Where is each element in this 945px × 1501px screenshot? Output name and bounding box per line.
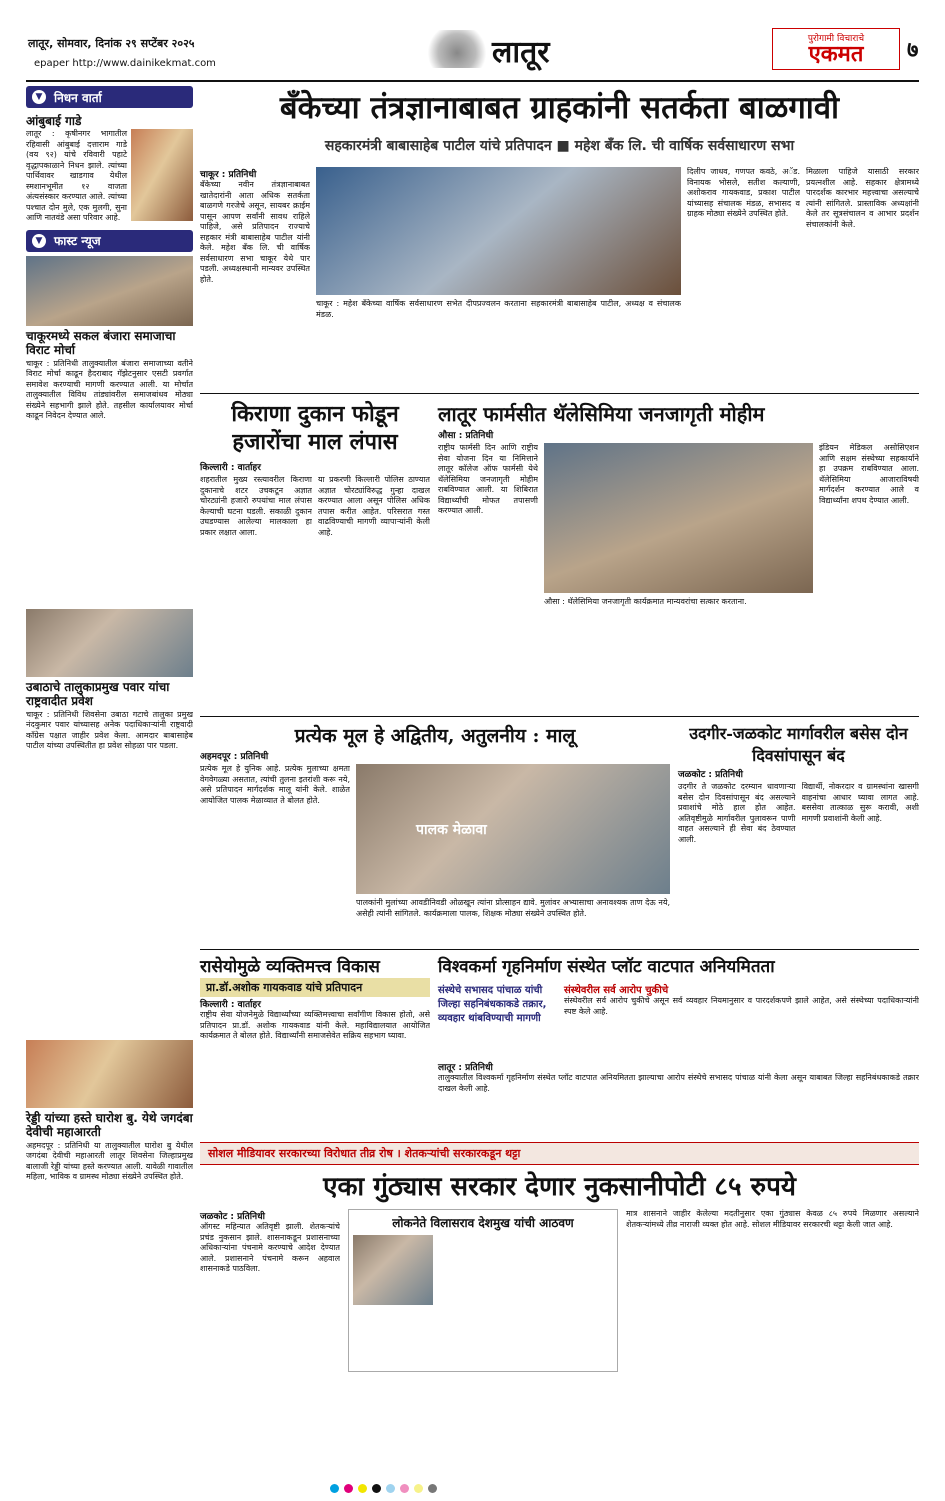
- nss-tagline: प्रा.डॉ.अशोक गायकवाड यांचे प्रतिपादन: [200, 978, 430, 997]
- crop-box-photo: [353, 1235, 433, 1305]
- chevron-down-icon: ▼: [32, 234, 46, 248]
- city-name: लातूर: [492, 35, 550, 70]
- masthead-rule: [26, 80, 919, 82]
- ink-dot: [428, 1484, 437, 1493]
- unique-byline: अहमदपूर : प्रतिनिधी: [200, 752, 269, 762]
- divider: [200, 949, 919, 950]
- story1-photo: [26, 256, 193, 326]
- story2-text: चाकूर : प्रतिनिधी शिवसेना उबाठा गटाचे तालुका प्रमुख नंदकुमार पवार यांच्यासह अनेक पदाधिकाऱ्यांनी राष्ट्रवादी काँग्रेस पक्षात जाहीर प्रवेश केला. आमदार बाबासाहेब पाटील यांच्या उपस्थितीत हा प्रवेश सोहळा पार पडला.: [26, 709, 193, 750]
- obituary-photo: [131, 129, 193, 221]
- lead-col4: मिळाला पाहिजे यासाठी सरकार प्रयत्नशील आहे. सहकार क्षेत्रामध्ये पारदर्शक कारभार महत्त्वाचा असल्याचे त्यांनी सांगितले. प्रास्ताविक अध्यक्षांनी केले तर सूत्रसंचालन व आभार प्रदर्शन संचालकांनी केले.: [806, 167, 919, 229]
- bus-byline: जळकोट : प्रतिनिधी: [678, 770, 743, 780]
- ink-dot: [414, 1484, 423, 1493]
- fast-news-section-bar: [26, 230, 193, 252]
- crop-text1: ऑगस्ट महिन्यात अतिवृष्टी झाली. शेतकऱ्यांचे प्रचंड नुकसान झाले. शासनाकडून प्रशासनाच्या अधिकाऱ्यांना पंचनामे करण्याचे आदेश देण्यात आले. प्रशासनाने पंचनामे करून अहवाल शासनाकडे पाठविला.: [200, 1222, 340, 1273]
- ink-dot: [372, 1484, 381, 1493]
- dateline: लातूर, सोमवार, दिनांक २९ सप्टेंबर २०२५: [28, 37, 195, 50]
- unique-text1: प्रत्येक मूल हे युनिक आहे. प्रत्येक मुलाच्या क्षमता वेगवेगळ्या असतात, त्यांची तुलना इतरांशी करू नये, असे प्रतिपादन मार्गदर्शक मालू यांनी केले. शाळेत आयोजित पालक मेळाव्यात ते बोलत होते.: [200, 764, 350, 805]
- obituary-name: आंबुबाई गाडे: [26, 114, 82, 128]
- story2-photo: [26, 609, 193, 677]
- housing-sub1: संस्थेचे सभासद पांचाळ यांची जिल्हा सहनिबंधकाकडे तक्रार, व्यवहार थांबविण्याची मागणी: [438, 985, 547, 1024]
- pharmacy-byline: औसा : प्रतिनिधी: [438, 431, 494, 441]
- obituary-section-label: निधन वार्ता: [54, 90, 102, 105]
- ink-dot: [386, 1484, 395, 1493]
- ink-dot: [344, 1484, 353, 1493]
- epaper-url[interactable]: epaper http://www.dainikekmat.com: [34, 58, 216, 69]
- bus-text2: विद्यार्थी, नोकरदार व ग्रामस्थांना खासगी वाहनांचा आधार घ्यावा लागत आहे. बससेवा तात्काळ सुरू करावी, अशी मागणी प्रवाशांनी केली आहे.: [801, 782, 919, 823]
- grocery-text2: या प्रकरणी किल्लारी पोलिस ठाण्यात अज्ञात चोरट्यांविरुद्ध गुन्हा दाखल करण्यात आला असून पोलिस अधिक तपास करीत आहेत. परिसरात गस्त वाढविण्याची मागणी व्यापाऱ्यांनी केली आहे.: [318, 475, 430, 537]
- city-logo-art: [422, 30, 492, 68]
- divider: [200, 716, 919, 717]
- obituary-section-bar: [26, 86, 193, 108]
- story2-title: उबाठाचे तालुकाप्रमुख पवार यांचा राष्ट्रवादीत प्रवेश: [26, 679, 170, 708]
- lead-headline: बँकेच्या तंत्रज्ञानाबाबत ग्राहकांनी सतर्कता बाळगावी: [279, 90, 840, 126]
- lead-byline: चाकूर : प्रतिनिधी: [200, 170, 257, 180]
- ink-dot: [330, 1484, 339, 1493]
- brand-logo: [772, 28, 900, 70]
- housing-text1: तालुक्यातील विश्वकर्मा गृहनिर्माण संस्थेत प्लॉट वाटपात अनियमितता झाल्याचा आरोप संस्थेचे सभासद पांचाळ यांनी केला असून याबाबत जिल्हा सहनिबंधकाकडे तक्रार दाखल केली आहे.: [438, 1073, 919, 1093]
- ink-dot: [358, 1484, 367, 1493]
- housing-byline: लातूर : प्रतिनिधी: [438, 1063, 493, 1073]
- pharmacy-text1: राष्ट्रीय फार्मसी दिन आणि राष्ट्रीय सेवा योजना दिन या निमित्ताने लातूर कॉलेज ऑफ फार्मसी येथे थॅलेसिमिया जनजागृती मोहीम राबविण्यात आली. या शिबिरात विद्यार्थ्यांची मोफत तपासणी करण्यात आली.: [438, 443, 538, 515]
- obituary-text: लातूर : कृषीनगर भागातील रहिवासी आंबुबाई दत्ताराम गाडे (वय ९२) यांचे रविवारी पहाटे वृद्धापकाळाने निधन झाले. त्यांच्या पार्थिवावर खाडगाव येथील स्मशानभूमीत १२ वाजता अंत्यसंस्कार करण्यात आले. त्यांच्या पश्चात दोन मुले, एक मुलगी, सुना आणि नातवंडे असा परिवार आहे.: [26, 129, 127, 222]
- housing-title: विश्वकर्मा गृहनिर्माण संस्थेत प्लॉट वाटपात अनियमितता: [438, 957, 775, 977]
- housing-sub2: संस्थेवरील सर्व आरोप चुकीचे: [564, 985, 669, 996]
- story3-title: रेड्डी यांच्या हस्ते घारोश बु. येथे जगदंबा देवीची महाआरती: [26, 1110, 193, 1139]
- brand-tagline: पुरोगामी विचाराचे: [807, 34, 865, 44]
- nss-text: राष्ट्रीय सेवा योजनेमुळे विद्यार्थ्यांच्या व्यक्तिमत्त्वाचा सर्वांगीण विकास होतो, असे प्रतिपादन प्रा.डॉ. अशोक गायकवाड यांनी केले. महाविद्यालयात आयोजित कार्यक्रमात ते बोलत होते. विद्यार्थ्यांनी समाजसेवेत सक्रिय सहभाग घ्यावा.: [200, 1010, 430, 1040]
- story3-text: अहमदपूर : प्रतिनिधी या तालुक्यातील घारोश बु येथील जगदंबा देवीची महाआरती लातूर शिवसेना जिल्हाप्रमुख बालाजी रेड्डी यांच्या हस्ते करण्यात आली. यावेळी गावातील महिला, भाविक व ग्रामस्थ मोठ्या संख्येने उपस्थित होते.: [26, 1140, 193, 1181]
- nss-byline: किल्लारी : वार्ताहर: [200, 1000, 261, 1010]
- unique-text2: पालकांनी मुलांच्या आवडीनिवडी ओळखून त्यांना प्रोत्साहन द्यावे. मुलांवर अभ्यासाचा अनावश्यक ताण देऊ नये, असेही त्यांनी सांगितले. कार्यक्रमाला पालक, शिक्षक मोठ्या संख्येने उपस्थित होते.: [356, 898, 670, 918]
- chevron-down-icon: ▼: [32, 90, 46, 104]
- unique-title: प्रत्येक मूल हे अद्वितीय, अतुलनीय : मालू: [294, 725, 576, 747]
- unique-banner: पालक मेळावा: [416, 822, 487, 838]
- housing-text2: संस्थेवरील सर्व आरोप चुकीचे असून सर्व व्यवहार नियमानुसार व पारदर्शकपणे झाले आहेत, असे संस्थेच्या पदाधिकाऱ्यांनी स्पष्ट केले आहे.: [564, 996, 919, 1016]
- story1-title: चाकूरमध्ये सकल बंजारा समाजाचा विराट मोर्चा: [26, 328, 176, 357]
- pharmacy-caption: औसा : थॅलेसिमिया जनजागृती कार्यक्रमात मान्यवरांचा सत्कार करताना.: [544, 597, 747, 606]
- grocery-title: किराणा दुकान फोडून हजारोंचा माल लंपास: [231, 401, 399, 455]
- page-number: ७: [907, 38, 919, 63]
- lead-col1: बँकेच्या नवीन तंत्रज्ञानाबाबत खातेदारांनी आता अधिक सतर्कता बाळगणे गरजेचे असून, सायबर क्राईम पासून आपण सर्वांनी सावध राहिले पाहिजे, असे प्रतिपादन राज्याचे सहकार मंत्री बाबासाहेब पाटील यांनी केले. महेश बँक लि. ची वार्षिक सर्वसाधारण सभा चाकूर येथे पार पडली. अध्यक्षस्थानी मान्यवर उपस्थित होते.: [200, 180, 310, 284]
- grocery-byline: किल्लारी : वार्ताहर: [200, 463, 261, 473]
- masthead: [12, 28, 933, 78]
- lead-subheadline: सहकारमंत्री बाबासाहेब पाटील यांचे प्रतिपादन ■ महेश बँक लि. ची वार्षिक सर्वसाधारण सभा: [324, 138, 795, 154]
- lead-col3: दिलीप जाधव, गणपत कवठे, अॅड. विनायक भोसले, सतीश कल्याणी, अशोकराव गायकवाड, प्रकाश पाटील यांच्यासह संचालक मंडळ, सभासद व ग्राहक मोठ्या संख्येने उपस्थित होते.: [687, 167, 800, 218]
- crop-title: एका गुंठ्यास सरकार देणार नुकसानीपोटी ८५ रुपये: [323, 1172, 796, 1202]
- left-sidebar: [26, 86, 193, 1471]
- nss-title: रासेयोमुळे व्यक्तिमत्त्व विकास: [200, 957, 380, 977]
- bus-text1: उदगीर ते जळकोट दरम्यान धावणाऱ्या बसेस दोन दिवसांपासून बंद असल्याने प्रवाशांचे मोठे हाल होत आहेत. अतिवृष्टीमुळे मार्गावरील पुलावरून पाणी वाहत असल्याने ही सेवा बंद ठेवण्यात आली.: [678, 782, 796, 844]
- crop-byline: जळकोट : प्रतिनिधी: [200, 1212, 265, 1222]
- ink-registration-strip: [330, 1484, 437, 1494]
- divider: [200, 393, 919, 394]
- lead-photo: [316, 167, 681, 295]
- news-strip: सोशल मीडियावर सरकारच्या विरोधात तीव्र रोष । शेतकऱ्यांची सरकारकडून थट्टा: [200, 1142, 919, 1165]
- ink-dot: [400, 1484, 409, 1493]
- pharmacy-title: लातूर फार्मसीत थॅलेसिमिया जनजागृती मोहीम: [438, 402, 765, 426]
- pharmacy-text2: इंडियन मेडिकल असोसिएशन आणि सक्षम संस्थेच्या सहकार्याने हा उपक्रम राबविण्यात आला. थॅलेसिमिया आजाराविषयी मार्गदर्शन करण्यात आले व विद्यार्थ्यांना शपथ देण्यात आली.: [819, 443, 919, 505]
- lead-caption: चाकूर : महेश बँकेच्या वार्षिक सर्वसाधारण सभेत दीपप्रज्वलन करताना सहकारमंत्री बाबासाहेब पाटील, अध्यक्ष व संचालक मंडळ.: [316, 299, 681, 319]
- fast-news-section-label: फास्ट न्यूज: [54, 234, 101, 248]
- main-area: [200, 86, 919, 1372]
- unique-photo: [356, 764, 670, 894]
- story3-photo: [26, 1040, 193, 1108]
- grocery-text1: शहरातील मुख्य रस्त्यावरील किराणा दुकानाचे शटर उचकटून अज्ञात चोरट्यांनी हजारो रुपयांचा माल लंपास केल्याची घटना घडली. सकाळी दुकान उघडण्यास आलेल्या मालकाला हा प्रकार लक्षात आला.: [200, 475, 312, 537]
- crop-text2: मात्र शासनाने जाहीर केलेल्या मदतीनुसार एका गुंठ्यास केवळ ८५ रुपये मिळणार असल्याने शेतकऱ्यांमध्ये तीव्र नाराजी व्यक्त होत आहे. सोशल मीडियावर सरकारची थट्टा केली जात आहे.: [626, 1209, 919, 1229]
- story1-text: चाकूर : प्रतिनिधी तालुक्यातील बंजारा समाजाच्या वतीने विराट मोर्चा काढून हैदराबाद गॅझेटनुसार एसटी प्रवर्गात समावेश करण्याची मागणी करण्यात आली. या मोर्चात तालुक्यातील विविध तांड्यांवरील समाजबांधव मोठ्या संख्येने सहभागी झाले होते. तहसील कार्यालयावर मोर्चा काढून निवेदन देण्यात आले.: [26, 358, 193, 420]
- brand-name: एकमत: [808, 42, 864, 67]
- pharmacy-photo: [544, 443, 813, 593]
- crop-box-title: लोकनेते विलासराव देशमुख यांची आठवण: [392, 1216, 574, 1230]
- bus-title: उदगीर-जळकोट मार्गावरील बसेस दोन दिवसांपासून बंद: [689, 724, 908, 765]
